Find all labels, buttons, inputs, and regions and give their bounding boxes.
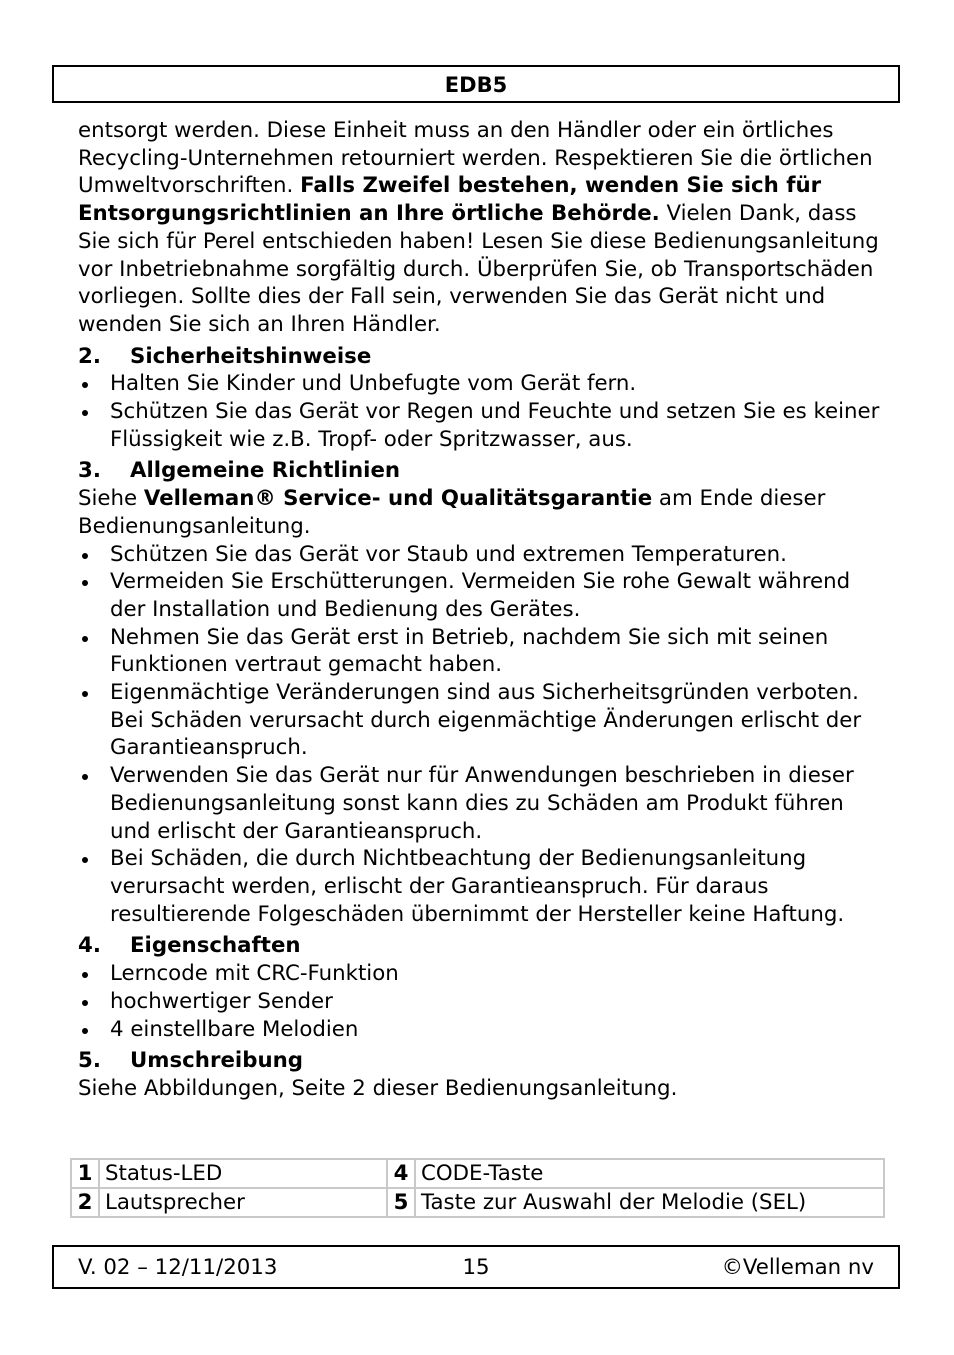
section-number: 3.: [78, 458, 101, 484]
section-3-intro: [78, 485, 888, 540]
intro-text-1: entsorgt werden. Diese Einheit muss an den Händler oder ein örtliches Recycling-Unternehmen retourniert werden. Respektieren Sie die örtlichen Umweltvorschriften.: [78, 118, 873, 199]
list-item: Halten Sie Kinder und Unbefugte vom Gerät fern.: [78, 370, 888, 398]
table-cell-label: Taste zur Auswahl der Melodie (SEL): [415, 1188, 884, 1217]
table-cell-number: 1: [71, 1159, 99, 1188]
section-heading-5: [78, 1047, 888, 1075]
list-item: 4 einstellbare Melodien: [78, 1016, 888, 1044]
intro-paragraph: [78, 117, 888, 339]
section-number: 2.: [78, 343, 101, 369]
footer-page-number: 15: [462, 1255, 490, 1280]
list-item: Lerncode mit CRC-Funktion: [78, 960, 888, 988]
intro-text-2: Vielen Dank, dass Sie sich für Perel entschieden haben! Lesen Sie diese Bedienungsanleitung vor Inbetriebnahme sorgfältig durch. Überprüfen Sie, ob Transportschäden vorliegen. Sollte dies der Fall sein, verwenden Sie das Gerät nicht und wenden Sie sich an Ihren Händler.: [78, 201, 879, 337]
section-title: Sicherheitshinweise: [130, 343, 372, 369]
table-cell-label: Lautsprecher: [99, 1188, 387, 1217]
table-row: [71, 1188, 884, 1217]
page-content: [78, 117, 888, 1103]
section-heading-4: [78, 932, 888, 960]
table-cell-label: CODE-Taste: [415, 1159, 884, 1188]
section-5-intro: Siehe Abbildungen, Seite 2 dieser Bedienungsanleitung.: [78, 1075, 678, 1101]
list-item: Bei Schäden, die durch Nichtbeachtung der Bedienungsanleitung verursacht werden, erlischt der Garantieanspruch. Für daraus resultierende Folgeschäden übernimmt der Hersteller keine Haftung.: [78, 845, 888, 928]
section-title: Allgemeine Richtlinien: [130, 458, 401, 484]
section-title: Eigenschaften: [130, 933, 301, 959]
table-cell-number: 2: [71, 1188, 99, 1217]
list-item: Nehmen Sie das Gerät erst in Betrieb, nachdem Sie sich mit seinen Funktionen vertraut gemacht haben.: [78, 624, 888, 679]
table-row: [71, 1159, 884, 1188]
intro-bold-text: Falls Zweifel bestehen, wenden Sie sich für Entsorgungsrichtlinien an Ihre örtliche Behörde.: [78, 173, 822, 227]
list-item: hochwertiger Sender: [78, 988, 888, 1016]
parts-table: [70, 1158, 885, 1218]
list-item: Schützen Sie das Gerät vor Staub und extremen Temperaturen.: [78, 541, 888, 569]
section-number: 4.: [78, 933, 101, 959]
list-item: Verwenden Sie das Gerät nur für Anwendungen beschrieben in dieser Bedienungsanleitung sonst kann dies zu Schäden am Produkt führen und erlischt der Garantieanspruch.: [78, 762, 888, 845]
table-cell-number: 4: [387, 1159, 415, 1188]
intro-bold: Velleman® Service- und Qualitätsgarantie: [143, 486, 653, 512]
list-item: Eigenmächtige Veränderungen sind aus Sicherheitsgründen verboten. Bei Schäden verursacht durch eigenmächtige Änderungen erlischt der Garantieanspruch.: [78, 679, 888, 762]
features-list: [78, 960, 888, 1043]
document-footer: [52, 1245, 900, 1289]
section-number: 5.: [78, 1048, 101, 1074]
list-item: Vermeiden Sie Erschütterungen. Vermeiden Sie rohe Gewalt während der Installation und Bedienung des Gerätes.: [78, 568, 888, 623]
list-item: Schützen Sie das Gerät vor Regen und Feuchte und setzen Sie es keiner Flüssigkeit wie z.B. Tropf- oder Spritzwasser, aus.: [78, 398, 888, 453]
intro-pre: Siehe: [78, 486, 144, 512]
intro-post: am Ende dieser Bedienungsanleitung.: [78, 486, 826, 539]
document-header: [52, 65, 900, 103]
header-title: EDB5: [444, 73, 508, 97]
safety-list: [78, 370, 888, 453]
section-title: Umschreibung: [130, 1048, 304, 1074]
guidelines-list: [78, 541, 888, 929]
table-cell-label: Status-LED: [99, 1159, 387, 1188]
section-heading-3: [78, 457, 888, 485]
section-heading-2: [78, 343, 888, 371]
table-cell-number: 5: [387, 1188, 415, 1217]
footer-version: V. 02 – 12/11/2013: [78, 1255, 278, 1280]
footer-copyright: ©Velleman nv: [721, 1255, 874, 1280]
